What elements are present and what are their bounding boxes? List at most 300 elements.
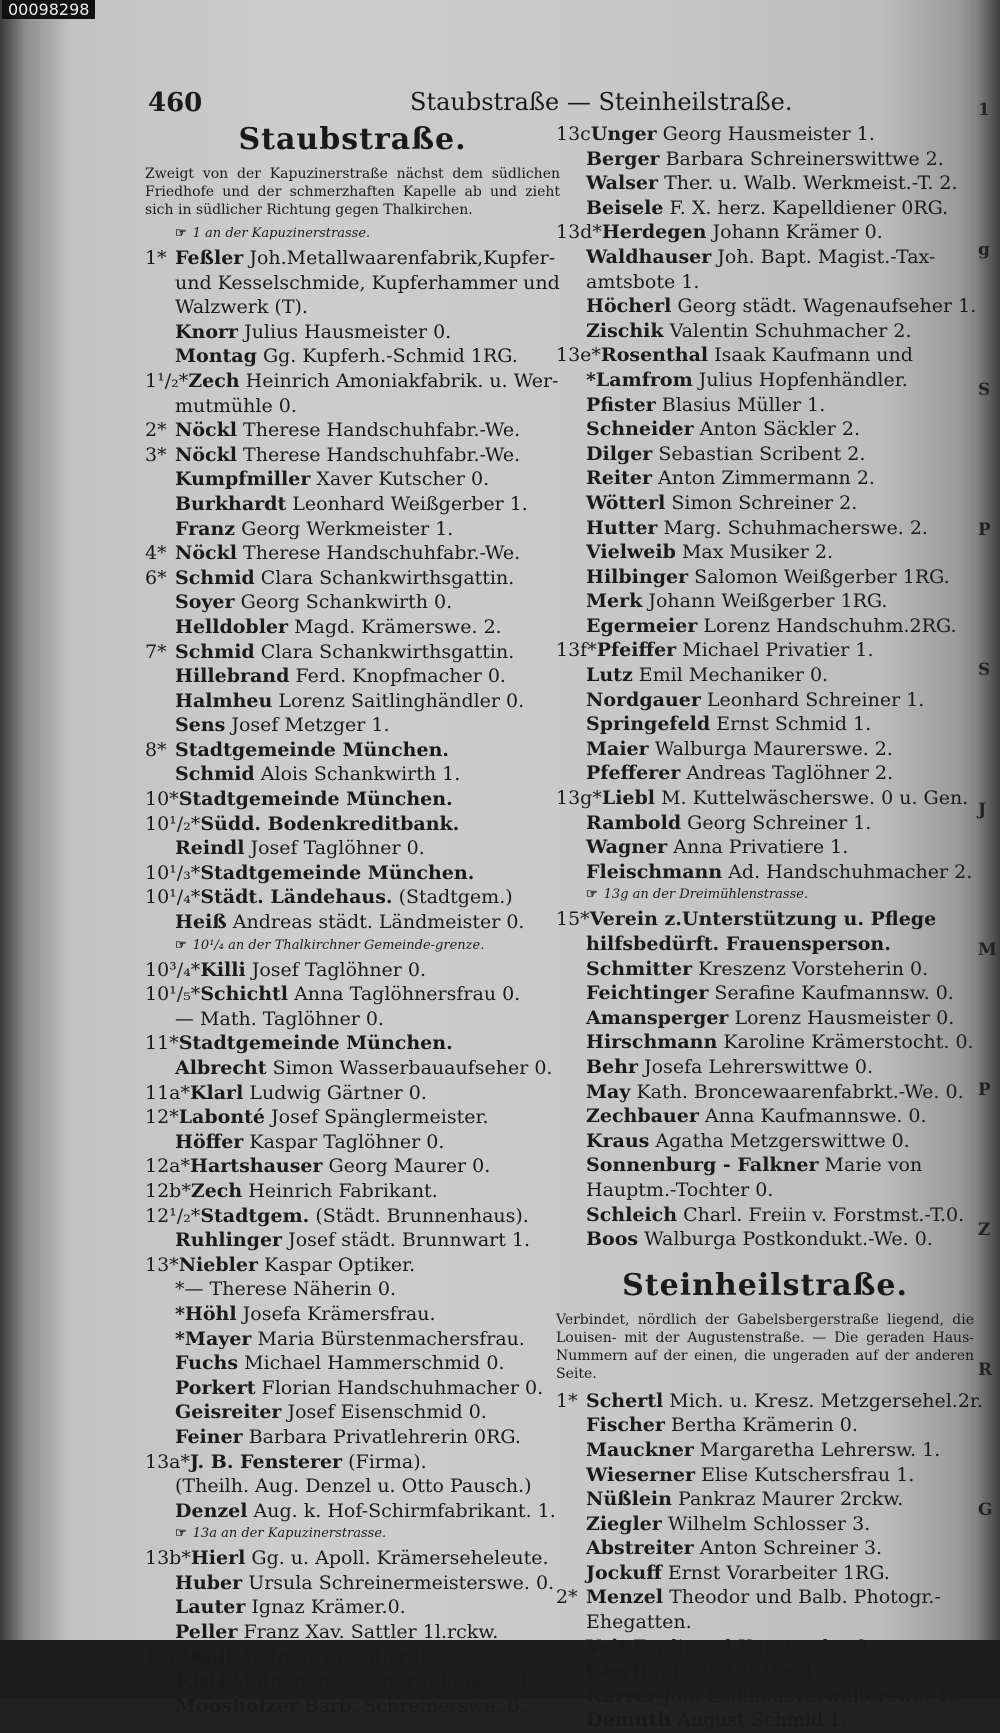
resident-name: J. B. Fensterer xyxy=(190,1450,343,1473)
directory-entry xyxy=(145,1204,560,1229)
house-number: 13d* xyxy=(556,221,602,244)
directory-entry xyxy=(556,1610,974,1635)
resident-details: (Stadtgem.) xyxy=(398,886,513,909)
directory-entry xyxy=(556,1708,974,1733)
directory-entry xyxy=(556,835,974,860)
directory-entry xyxy=(556,368,974,393)
house-number: 7* xyxy=(145,640,167,663)
location-note xyxy=(145,225,560,242)
resident-details: August Schmid 1. xyxy=(677,1709,848,1732)
resident-details: (Städt. Brunnenhaus). xyxy=(315,1204,529,1227)
resident-details: Julius Hopfenhändler. xyxy=(698,368,908,391)
house-number: 11* xyxy=(145,1032,179,1055)
resident-details: — Math. Taglöhner 0. xyxy=(175,1007,384,1030)
section-title-staubstrasse: Staubstraße. xyxy=(238,122,467,157)
resident-name: Vielweib xyxy=(586,541,676,564)
left-column xyxy=(145,122,560,1718)
directory-entry xyxy=(145,566,560,591)
resident-details: Ernst Vorarbeiter 1RG. xyxy=(667,1561,890,1584)
resident-details: Lorenz Saitlinghändler 0. xyxy=(278,689,525,712)
resident-name: Nöckl xyxy=(175,419,237,442)
resident-details: Barbara Schreinerswittwe 2. xyxy=(665,147,944,170)
resident-details: Michael Privatier 1. xyxy=(682,639,874,662)
adjacent-page-fragment: P xyxy=(978,520,991,540)
house-number: 1* xyxy=(145,247,167,269)
resident-details: Josef Eisenschmid 0. xyxy=(287,1401,487,1424)
resident-details: Georg Maurer 0. xyxy=(328,1155,491,1178)
resident-details: Joh.Metallwaarenfabrik,Kupfer- xyxy=(249,247,556,269)
directory-entry xyxy=(145,1007,560,1032)
resident-name: Veit xyxy=(586,1635,628,1658)
directory-entry xyxy=(145,1228,560,1253)
directory-entry xyxy=(145,738,560,763)
resident-details: Andreas städt. Ländmeister 0. xyxy=(232,911,525,934)
resident-details: Charl. Freiin v. Forstmst.-T.0. xyxy=(683,1203,965,1226)
resident-details: *— Therese Näherin 0. xyxy=(175,1278,397,1301)
resident-details: Bertha Krämerin 0. xyxy=(670,1414,858,1437)
resident-details: Ludwig Gärtner 0. xyxy=(249,1081,427,1104)
resident-details: Joh. Bapt. Magist.-Tax- xyxy=(717,245,936,268)
resident-details: Agatha Metzgerswittwe 0. xyxy=(655,1129,910,1152)
house-number: 2* xyxy=(556,1586,578,1609)
resident-details: Therese Handschuhfabr.-We. xyxy=(243,542,521,565)
resident-details: Emil Mechaniker 0. xyxy=(638,664,829,687)
resident-details: Florian Handschuhmacher 0. xyxy=(261,1376,544,1399)
resident-name: Burkhardt xyxy=(175,492,287,515)
house-number: 13c* xyxy=(145,1645,190,1668)
resident-details: Julius Hausmeister 0. xyxy=(244,320,452,343)
directory-entry xyxy=(145,541,560,566)
directory-entry xyxy=(145,836,560,861)
house-number: 1¹/₂* xyxy=(145,369,189,392)
adjacent-page-fragment: J xyxy=(978,800,987,820)
resident-name: Nöckl xyxy=(175,542,237,565)
directory-entry xyxy=(556,294,977,319)
resident-details: Mich. u. Kresz. Metzgersehel.2r. xyxy=(669,1389,983,1412)
resident-name: Unger xyxy=(590,123,657,145)
resident-name: Mauckner xyxy=(586,1438,694,1461)
directory-entry xyxy=(556,860,974,885)
adjacent-page-fragment: S xyxy=(978,380,991,400)
directory-entry xyxy=(145,664,560,689)
resident-details: Johann Gürtler 1l. xyxy=(653,1660,828,1683)
resident-name: Peller xyxy=(175,1621,238,1644)
resident-name: Schmid xyxy=(175,640,255,663)
house-number: 12¹/₂* xyxy=(145,1204,201,1227)
directory-entry xyxy=(145,713,560,738)
resident-details: Gg. Kupferh.-Schmid 1RG. xyxy=(262,345,518,368)
adjacent-page-fragment: S xyxy=(978,660,991,680)
location-note xyxy=(145,937,560,954)
adjacent-page-fragment: R xyxy=(978,1360,993,1380)
pointing-hand-icon: ☞ xyxy=(586,887,598,903)
resident-details: Hauptm.-Tochter 0. xyxy=(586,1178,774,1201)
directory-entry xyxy=(145,1056,560,1081)
directory-entry xyxy=(145,1081,560,1106)
directory-entry xyxy=(556,1178,974,1203)
resident-details: Ferd. Knopfmacher 0. xyxy=(295,665,506,688)
adjacent-page-fragment: Z xyxy=(978,1220,991,1240)
directory-entry xyxy=(556,343,974,368)
resident-name: Schmid xyxy=(175,566,255,589)
directory-entry xyxy=(145,787,560,812)
directory-entry xyxy=(556,466,974,491)
directory-entry xyxy=(145,861,560,886)
resident-name: Karrer xyxy=(586,1684,657,1707)
adjacent-page-fragment: P xyxy=(978,1080,991,1100)
resident-name: Merk xyxy=(586,590,643,613)
directory-entry xyxy=(556,688,974,713)
resident-name: hilfsbedürft. Frauensperson. xyxy=(586,933,891,955)
directory-entry xyxy=(556,638,974,663)
resident-name: Stadtgem. xyxy=(200,1204,310,1227)
resident-details: Magd. Krämerswe. 2. xyxy=(294,615,502,638)
resident-details: Andreas Taglöhner 2. xyxy=(686,762,894,785)
directory-entry xyxy=(145,1595,560,1620)
directory-entry xyxy=(145,1351,560,1376)
pointing-hand-icon: ☞ xyxy=(175,226,187,241)
location-note-text: 1 an der Kapuzinerstrasse. xyxy=(192,226,371,241)
directory-entry xyxy=(556,516,974,541)
resident-details: (Firma). xyxy=(348,1450,427,1473)
directory-entry xyxy=(556,957,974,982)
house-number: 10³/₄* xyxy=(145,958,201,981)
directory-entry xyxy=(145,320,560,345)
directory-entry xyxy=(556,491,974,516)
directory-entry xyxy=(145,467,560,492)
directory-entry xyxy=(556,712,974,737)
resident-name: Hartshauser xyxy=(190,1155,323,1178)
resident-details: Georg Schankwirth 0. xyxy=(240,591,453,614)
house-number: 3* xyxy=(145,443,167,466)
adjacent-page-fragment: G xyxy=(978,1500,993,1520)
resident-details: Michael Hammerschmid 0. xyxy=(244,1352,505,1375)
resident-name: Montag xyxy=(175,345,257,368)
resident-details: Josef Taglöhner 0. xyxy=(250,837,425,860)
directory-entry xyxy=(556,1463,974,1488)
resident-name: Geisreiter xyxy=(175,1401,282,1424)
directory-entry xyxy=(556,122,974,147)
resident-details: Heinrich Fabrikant. xyxy=(248,1179,438,1202)
resident-details: Serafine Kaufmannsw. 0. xyxy=(714,982,954,1005)
resident-details: Johann Krämer 0. xyxy=(712,221,883,244)
resident-details: Andreas Privatier 0. xyxy=(238,1645,433,1668)
directory-entry xyxy=(145,1105,560,1130)
resident-name: Labonté xyxy=(178,1106,265,1129)
resident-name: Schmid xyxy=(175,763,255,786)
adjacent-page-fragment: M xyxy=(978,940,997,960)
resident-details: Josefa Krämersfrau. xyxy=(242,1302,436,1325)
scan-id-label: 00098298 xyxy=(2,0,95,19)
resident-details: Elise Kutschersfrau 1. xyxy=(701,1463,915,1486)
directory-entry xyxy=(556,1104,974,1129)
directory-entry xyxy=(556,589,974,614)
resident-name: Stadtgemeinde München. xyxy=(178,788,453,811)
resident-name: Städt. Ländehaus. xyxy=(200,886,393,909)
resident-details: Ad. Handschuhmacher 2. xyxy=(728,860,973,883)
directory-entry xyxy=(556,1635,974,1660)
resident-name: Zechbauer xyxy=(586,1105,699,1128)
directory-entry xyxy=(556,1080,974,1105)
resident-name: Feßler xyxy=(175,247,244,269)
directory-entry xyxy=(556,220,974,245)
house-number: 13f* xyxy=(556,639,597,662)
resident-name: Feiner xyxy=(175,1425,243,1448)
resident-details: Josef Spänglermeister. xyxy=(271,1106,489,1129)
resident-name: Denzel xyxy=(175,1499,248,1522)
directory-entry xyxy=(145,762,560,787)
directory-entry xyxy=(556,147,974,172)
resident-details: Josef Metzger 1. xyxy=(231,714,390,737)
resident-name: Nordgauer xyxy=(586,688,701,711)
location-note-text: 10¹/₄ an der Thalkirchner Gemeinde-grenze. xyxy=(192,937,485,953)
resident-name: Rambold xyxy=(586,811,682,834)
resident-name: Hierl xyxy=(190,1547,246,1570)
directory-entry xyxy=(556,811,974,836)
resident-name: Nöckl xyxy=(175,443,237,466)
resident-name: Pfefferer xyxy=(586,762,681,785)
directory-entry xyxy=(145,369,560,394)
directory-entry xyxy=(556,614,974,639)
resident-name: Verein z.Unterstützung u. Pflege xyxy=(589,908,937,931)
directory-entry xyxy=(556,1055,974,1080)
resident-name: Springefeld xyxy=(586,713,711,736)
directory-entry xyxy=(145,590,560,615)
resident-name: Zech xyxy=(190,1179,243,1202)
resident-details: Kath. Broncewaarenfabrkt.-We. 0. xyxy=(636,1080,964,1103)
directory-entry xyxy=(556,245,974,270)
resident-name: Demuth xyxy=(586,1709,672,1732)
resident-name: Liebl xyxy=(601,787,656,810)
resident-details: mutmühle 0. xyxy=(175,394,297,417)
resident-details: Anton Säckler 2. xyxy=(699,418,861,441)
resident-name: Porkert xyxy=(175,1376,256,1399)
directory-entry xyxy=(556,1438,974,1463)
directory-entry xyxy=(145,1425,560,1450)
resident-name: Albrecht xyxy=(175,1057,267,1079)
resident-name: Kumpfmiller xyxy=(175,468,311,491)
house-number: 10* xyxy=(145,788,179,811)
directory-entry xyxy=(145,1031,560,1056)
resident-name: Helldobler xyxy=(175,615,289,638)
resident-details: Lorenz Handschuhm.2RG. xyxy=(703,614,957,637)
house-number: 13b* xyxy=(145,1547,191,1570)
right-column xyxy=(556,122,983,1733)
location-note-text: 13g an der Dreimühlenstrasse. xyxy=(603,887,809,903)
directory-entry xyxy=(145,246,560,271)
resident-name: Halmheu xyxy=(175,689,273,712)
resident-details: Georg städt. Wagenaufseher 1. xyxy=(677,295,977,318)
resident-details: Ernst Schmid 1. xyxy=(716,713,872,736)
resident-details: Ehegatten. xyxy=(586,1611,692,1634)
resident-details: Ferdinand Kunstmaler 0. xyxy=(633,1635,874,1658)
house-number: 12* xyxy=(145,1106,179,1129)
resident-details: Therese Handschuhfabr.-We. xyxy=(243,443,521,466)
resident-name: Schichtl xyxy=(200,983,289,1006)
directory-entry xyxy=(556,737,974,762)
resident-details: Aug. k. Hof-Schirmfabrikant. 1. xyxy=(253,1499,556,1522)
resident-details: Leonhard Schreiner 1. xyxy=(706,688,925,711)
resident-name: Franz xyxy=(175,517,236,540)
resident-details: Clara Schankwirthsgattin. xyxy=(260,566,515,589)
resident-details: Barb. Schreinerswe. 0. xyxy=(304,1694,526,1717)
resident-name: Heiß xyxy=(175,911,227,934)
adjacent-page-edge xyxy=(974,0,1000,1699)
left-entry-list xyxy=(145,246,560,1718)
resident-name: Schertl xyxy=(586,1389,664,1412)
resident-name: Wieserner xyxy=(586,1463,696,1486)
resident-details: Franz Xav. Sattler 1l.rckw. xyxy=(243,1621,499,1644)
resident-name: Boos xyxy=(586,1228,639,1251)
resident-details: amtsbote 1. xyxy=(586,270,700,293)
resident-name: Soyer xyxy=(175,591,235,614)
directory-entry xyxy=(145,1154,560,1179)
resident-name: Herdegen xyxy=(601,221,707,244)
resident-details: M. Kuttelwäscherswe. 0 u. Gen. xyxy=(661,787,969,810)
directory-entry xyxy=(556,1536,974,1561)
resident-details: Joh. Leihhausverwalterswe. 1. xyxy=(663,1684,955,1707)
resident-name: Killi xyxy=(200,958,246,981)
resident-name: Huber xyxy=(175,1571,243,1594)
running-header: Staubstraße — Steinheilstraße. xyxy=(410,88,793,116)
resident-details: Anna Kaufmannswe. 0. xyxy=(704,1105,927,1128)
directory-entry xyxy=(145,1669,560,1694)
resident-name: Sens xyxy=(175,714,226,737)
resident-name: Walser xyxy=(586,172,659,195)
directory-entry xyxy=(145,1277,560,1302)
adjacent-page-fragment: g xyxy=(978,240,990,260)
directory-entry xyxy=(556,1203,974,1228)
directory-entry xyxy=(145,982,560,1007)
directory-entry xyxy=(145,1450,560,1475)
resident-details: Therese Handschuhfabr.-We. xyxy=(243,419,521,442)
directory-entry xyxy=(145,1400,560,1425)
resident-name: Zech xyxy=(188,369,240,392)
resident-name: Reindl xyxy=(175,837,245,860)
resident-details: Simon Wasserbauaufseher 0. xyxy=(272,1057,553,1079)
resident-details: Valentin Schuhmacher 2. xyxy=(669,319,912,342)
directory-entry xyxy=(556,1006,974,1031)
directory-entry xyxy=(145,910,560,935)
directory-entry xyxy=(556,1389,983,1414)
directory-entry xyxy=(556,1227,974,1252)
resident-name: Dilger xyxy=(586,442,653,465)
directory-entry xyxy=(556,1585,974,1610)
resident-details: Alois Schankwirth 1. xyxy=(260,763,461,786)
house-number: 13e* xyxy=(556,344,601,367)
resident-details: Georg Hausmeister 1. xyxy=(662,123,875,145)
directory-entry xyxy=(556,270,974,295)
house-number: 12b* xyxy=(145,1179,191,1202)
resident-details: Heinrich Amoniakfabrik. u. Wer- xyxy=(245,369,559,392)
directory-entry xyxy=(556,565,974,590)
resident-details: Anton Zimmermann 2. xyxy=(658,467,875,490)
resident-details: Math. gen. Neuner Bildhauer 0. xyxy=(231,1670,540,1693)
resident-name: Reiter xyxy=(586,467,652,490)
resident-details: Marg. Schuhmacherswe. 2. xyxy=(663,516,928,539)
resident-name: Ziegler xyxy=(586,1512,662,1535)
resident-details: Xaver Kutscher 0. xyxy=(316,468,490,491)
resident-name: Hilbinger xyxy=(586,565,689,588)
resident-name: Beisele xyxy=(586,196,664,219)
house-number: 2* xyxy=(145,419,167,442)
resident-details: Clara Schankwirthsgattin. xyxy=(260,640,515,663)
directory-entry xyxy=(145,689,560,714)
directory-entry xyxy=(145,1620,560,1645)
resident-details: Marie von xyxy=(824,1154,923,1177)
resident-name: *Mayer xyxy=(175,1327,252,1350)
page-number: 460 xyxy=(148,88,203,118)
resident-details: Anton Schreiner 3. xyxy=(699,1537,883,1560)
house-number: 10¹/₄* xyxy=(145,886,201,909)
resident-name: Höcherl xyxy=(586,295,672,318)
directory-entry xyxy=(556,1487,974,1512)
directory-entry xyxy=(145,1327,560,1352)
resident-name: Schleich xyxy=(586,1203,678,1226)
resident-name: Nüßlein xyxy=(586,1488,672,1511)
section-description-steinheilstrasse: Verbindet, nördlich der Gabelsbergerstraße liegend, die Louisen- mit der Augustenstraße. — Die geraden Haus-Nummern auf der einen, die ungeraden auf der anderen Seite. xyxy=(556,1311,974,1382)
pointing-hand-icon: ☞ xyxy=(175,937,187,953)
resident-details: Blasius Müller 1. xyxy=(661,393,826,416)
resident-details: Walburga Maurerswe. 2. xyxy=(654,737,893,760)
resident-details: Barbara Privatlehrerin 0RG. xyxy=(248,1425,521,1448)
house-number: 4* xyxy=(145,542,167,565)
directory-entry xyxy=(556,319,974,344)
house-number: 11a* xyxy=(145,1081,191,1104)
directory-entry xyxy=(556,442,974,467)
directory-entry xyxy=(145,885,560,910)
directory-entry xyxy=(145,1499,560,1524)
directory-entry xyxy=(556,1684,974,1709)
directory-entry xyxy=(556,1030,974,1055)
directory-entry xyxy=(556,196,974,221)
resident-name: Feichtinger xyxy=(586,982,709,1005)
resident-details: Johann Weißgerber 1RG. xyxy=(648,590,888,613)
resident-name: Fuchs xyxy=(175,1352,239,1375)
house-number: 8* xyxy=(145,738,167,761)
directory-entry xyxy=(145,295,560,320)
resident-details: Karoline Krämerstocht. 0. xyxy=(723,1031,974,1054)
resident-name: Schneider xyxy=(586,418,694,441)
directory-entry xyxy=(145,1546,560,1571)
house-number: 10¹/₃* xyxy=(145,861,201,884)
directory-entry xyxy=(556,1561,974,1586)
resident-details: Kreszenz Vorsteherin 0. xyxy=(698,957,929,980)
resident-details: Ursula Schreinermeisterswe. 0. xyxy=(248,1571,555,1594)
resident-name: Höffer xyxy=(175,1130,244,1153)
resident-details: Maria Bürstenmachersfrau. xyxy=(257,1327,525,1350)
resident-details: Josef Taglöhner 0. xyxy=(251,958,427,981)
resident-name: Egermeier xyxy=(586,614,698,637)
resident-name: Moosholzer xyxy=(175,1694,299,1717)
house-number: 12a* xyxy=(145,1155,191,1178)
directory-entry xyxy=(556,1512,974,1537)
directory-entry xyxy=(145,418,560,443)
resident-name: Waldhauser xyxy=(586,245,712,268)
resident-name: Pfeiffer xyxy=(596,639,677,662)
resident-name: Abstreiter xyxy=(586,1537,694,1560)
directory-entry xyxy=(145,1376,560,1401)
resident-name: Niebler xyxy=(178,1253,258,1276)
resident-details: Kaspar Taglöhner 0. xyxy=(249,1130,445,1153)
resident-details: Josef städt. Brunnwart 1. xyxy=(288,1229,531,1252)
directory-entry xyxy=(145,640,560,665)
resident-name: Ruhlinger xyxy=(175,1229,283,1252)
resident-details: Ther. u. Walb. Werkmeist.-T. 2. xyxy=(664,172,958,195)
directory-entry xyxy=(145,517,560,542)
directory-entry xyxy=(145,492,560,517)
resident-details: Sebastian Scribent 2. xyxy=(658,442,866,465)
